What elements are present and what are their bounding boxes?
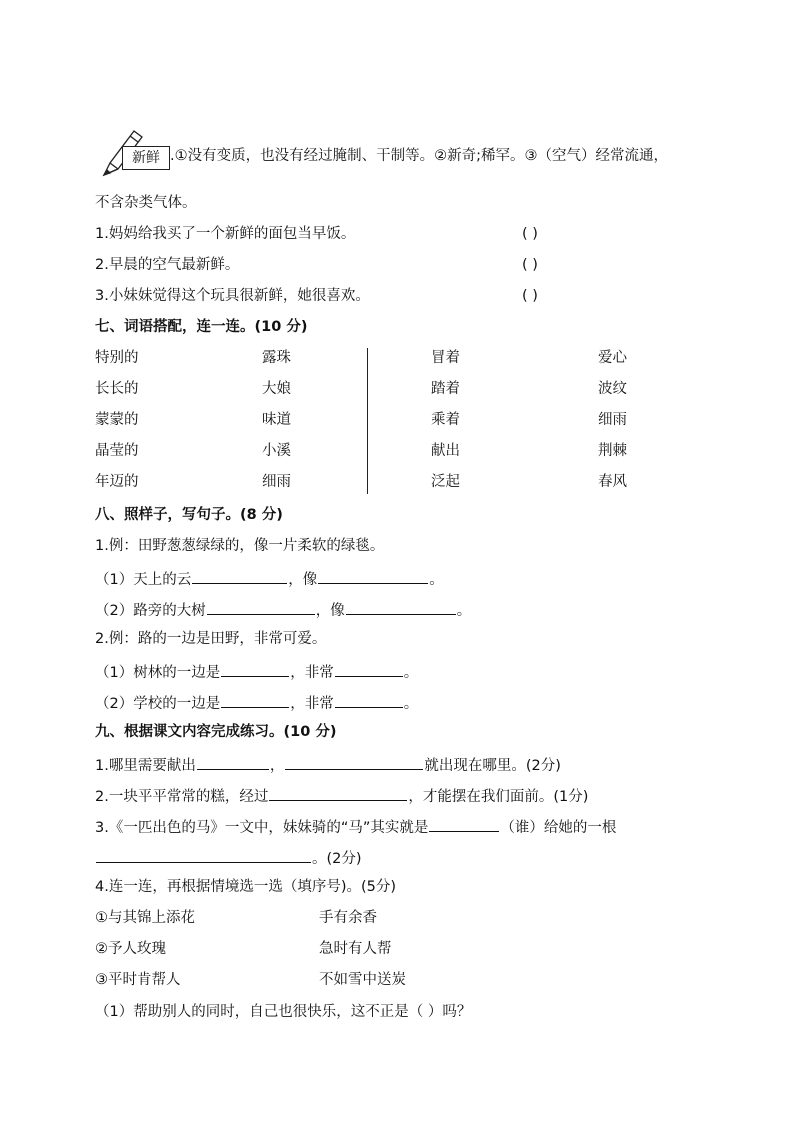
answer-blank[interactable] bbox=[335, 691, 403, 708]
question-text: （谁）给她的一根 bbox=[500, 820, 617, 836]
answer-paren-3[interactable]: ( ) bbox=[522, 288, 538, 304]
idiom-left[interactable]: ③平时肯帮人 bbox=[95, 972, 181, 988]
idiom-right[interactable]: 手有余香 bbox=[319, 910, 377, 926]
question-text: ，像 bbox=[288, 572, 318, 588]
match-word[interactable]: 波纹 bbox=[598, 381, 627, 397]
match-word[interactable]: 蒙蒙的 bbox=[95, 412, 139, 428]
idiom-right[interactable]: 不如雪中送炭 bbox=[319, 972, 406, 988]
fill-question-3-cont bbox=[95, 846, 362, 869]
idiom-right[interactable]: 急时有人帮 bbox=[319, 941, 392, 957]
question-text: （1）天上的云 bbox=[95, 572, 192, 588]
match-word[interactable]: 年迈的 bbox=[95, 474, 139, 490]
question-text: （2）学校的一边是 bbox=[95, 696, 221, 712]
match-word[interactable]: 泛起 bbox=[431, 474, 460, 490]
answer-blank[interactable] bbox=[269, 784, 407, 801]
answer-blank[interactable] bbox=[285, 753, 423, 770]
answer-blank[interactable] bbox=[221, 691, 289, 708]
match-word[interactable]: 细雨 bbox=[262, 474, 291, 490]
answer-blank[interactable] bbox=[318, 567, 428, 584]
match-word[interactable]: 献出 bbox=[431, 443, 460, 459]
answer-paren-2[interactable]: ( ) bbox=[522, 257, 538, 273]
fill-question-3 bbox=[95, 815, 616, 838]
answer-blank[interactable] bbox=[346, 598, 456, 615]
match-word[interactable]: 长长的 bbox=[95, 381, 139, 397]
judge-item-1: 1.妈妈给我买了一个新鲜的面包当早饭。 bbox=[95, 226, 356, 242]
fill-question-1 bbox=[95, 753, 561, 776]
match-word[interactable]: 小溪 bbox=[262, 443, 291, 459]
answer-blank[interactable] bbox=[96, 846, 311, 863]
match-word[interactable]: 踏着 bbox=[431, 381, 460, 397]
idiom-left[interactable]: ①与其锦上添花 bbox=[95, 910, 195, 926]
answer-blank[interactable] bbox=[335, 660, 403, 677]
match-word[interactable]: 春风 bbox=[598, 474, 627, 490]
example-sentence-1: 1.例：田野葱葱绿绿的，像一片柔软的绿毯。 bbox=[95, 538, 385, 554]
sentence-question bbox=[95, 598, 471, 621]
match-word[interactable]: 爱心 bbox=[598, 350, 627, 366]
question-text: ，非常 bbox=[290, 665, 334, 681]
fill-question-2 bbox=[95, 784, 588, 807]
judge-item-2: 2.早晨的空气最新鲜。 bbox=[95, 257, 240, 273]
question-text: 。 bbox=[403, 665, 419, 681]
question-text: （2）路旁的大树 bbox=[95, 603, 206, 619]
question-text: 。 bbox=[456, 603, 472, 619]
section-heading-9: 九、根据课文内容完成练习。(10 分) bbox=[95, 724, 337, 740]
example-sentence-2: 2.例：路的一边是田野，非常可爱。 bbox=[95, 631, 327, 647]
match-word[interactable]: 晶莹的 bbox=[95, 443, 139, 459]
match-word[interactable]: 露珠 bbox=[262, 350, 291, 366]
answer-blank[interactable] bbox=[221, 660, 289, 677]
question-text: ，非常 bbox=[290, 696, 334, 712]
answer-blank[interactable] bbox=[197, 753, 269, 770]
question-4-prompt: 4.连一连，再根据情境选一选（填序号)。(5分) bbox=[95, 879, 397, 895]
answer-blank[interactable] bbox=[207, 598, 315, 615]
question-text: 。 bbox=[403, 696, 419, 712]
column-divider bbox=[367, 348, 368, 494]
definition-text: .①没有变质，也没有经过腌制、干制等。②新奇;稀罕。③（空气）经常流通， bbox=[170, 148, 668, 164]
answer-blank[interactable] bbox=[192, 567, 287, 584]
match-word[interactable]: 大娘 bbox=[262, 381, 291, 397]
question-text: 3.《一匹出色的马》一文中，妹妹骑的“马”其实就是 bbox=[95, 820, 429, 836]
sentence-question bbox=[95, 691, 418, 714]
question-text: ，才能摆在我们面前。(1分) bbox=[408, 789, 589, 805]
match-word[interactable]: 细雨 bbox=[598, 412, 627, 428]
question-text: 2.一块平平常常的糕，经过 bbox=[95, 789, 269, 805]
match-word[interactable]: 冒着 bbox=[431, 350, 460, 366]
sentence-question bbox=[95, 660, 418, 683]
judge-item-3: 3.小妹妹觉得这个玩具很新鲜，她很喜欢。 bbox=[95, 288, 370, 304]
sentence-question bbox=[95, 567, 444, 590]
question-text: 就出现在哪里。(2分) bbox=[424, 758, 561, 774]
section-heading-7: 七、词语搭配，连一连。(10 分) bbox=[95, 319, 308, 335]
question-text: （1）树林的一边是 bbox=[95, 665, 221, 681]
match-word[interactable]: 味道 bbox=[262, 412, 291, 428]
question-text: 。(2分) bbox=[312, 851, 362, 867]
question-4-1: （1）帮助别人的同时，自己也很快乐，这不正是（ ）吗？ bbox=[95, 1004, 472, 1020]
section-heading-8: 八、照样子，写句子。(8 分) bbox=[95, 507, 283, 523]
idiom-left[interactable]: ②予人玫瑰 bbox=[95, 941, 166, 957]
definition-text-cont: 不含杂类气体。 bbox=[95, 195, 197, 211]
answer-paren-1[interactable]: ( ) bbox=[522, 226, 538, 242]
match-word[interactable]: 荆棘 bbox=[598, 443, 627, 459]
question-text: ，像 bbox=[315, 603, 345, 619]
question-text: 1.哪里需要献出 bbox=[95, 758, 196, 774]
match-word[interactable]: 乘着 bbox=[431, 412, 460, 428]
answer-blank[interactable] bbox=[429, 815, 499, 832]
match-word[interactable]: 特别的 bbox=[95, 350, 139, 366]
question-text: 。 bbox=[429, 572, 444, 588]
question-text: ， bbox=[269, 758, 285, 774]
vocab-word-box: 新鲜 bbox=[122, 146, 170, 170]
